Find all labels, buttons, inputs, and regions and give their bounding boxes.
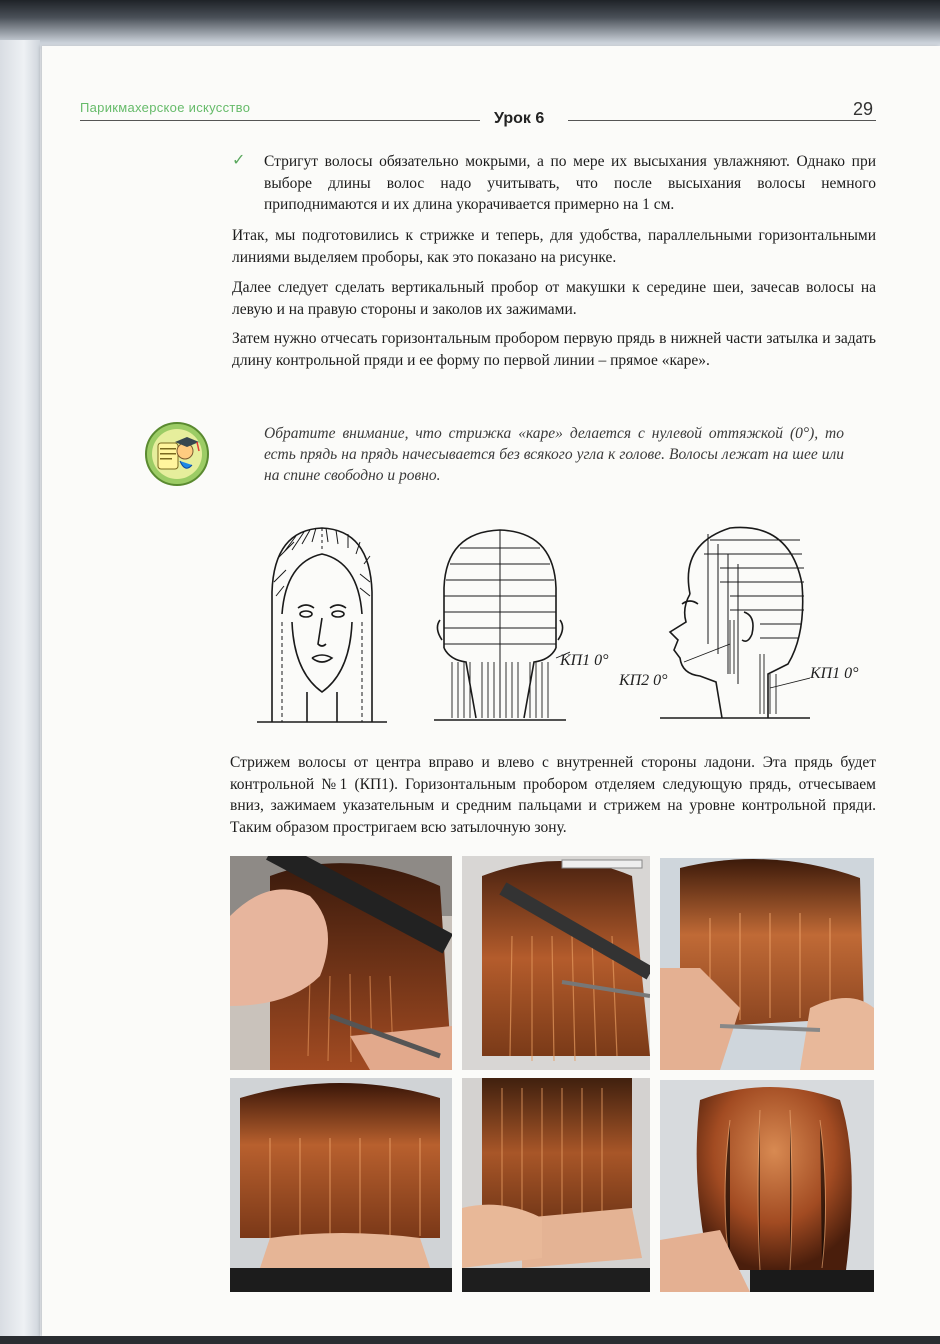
photo-step-2 [462, 856, 650, 1070]
paragraph-2: Итак, мы подготовились к стрижке и теперь, для удобства, параллельными горизонтальными линиями выделяем проборы, как это показано на рисунке. [232, 227, 876, 266]
header-rule-left [80, 120, 480, 121]
photo-step-3 [660, 858, 874, 1070]
checkmark-icon: ✓ [232, 150, 246, 169]
lesson-title: Урок 6 [494, 110, 545, 127]
photo-step-4 [230, 1078, 452, 1292]
paragraph-5: Стрижем волосы от центра вправо и влево с внутренней стороны ладони. Эта прядь будет контрольной №1 (КП1). Горизонтальным пробором отделяем следующую прядь, отчесываем вниз, зажимаем указательным и средним пальцами и стрижем на уровне контрольной пряди. Таким образом простригаем всю затылочную зону. [230, 754, 876, 836]
label-kp1-back: КП1 0° [560, 652, 609, 669]
label-kp1-side: КП1 0° [810, 665, 859, 682]
paragraph-3: Далее следует сделать вертикальный пробор от макушки к середине шеи, зачесав волосы на левую и на правую стороны и заколов их зажимами. [232, 279, 876, 318]
diagram-side-head [660, 524, 810, 720]
scanner-bottom-edge [0, 1336, 940, 1344]
header-rule-right [568, 120, 876, 121]
diagram-back-head [430, 528, 570, 728]
book-title: Парикмахерское искусство [80, 100, 251, 115]
note-text: Обратите внимание, что стрижка «каре» делается с нулевой оттяжкой (0°), то есть прядь на прядь начесывается без всякого угла к голове. Волосы лежат на шее или на спине свободно и ровно. [264, 425, 844, 484]
scanner-left-edge [0, 40, 40, 1344]
paragraph-4: Затем нужно отчесать горизонтальным пробором первую прядь в нижней части затылка и задать длину контрольной пряди и ее форму по первой линии – прямое «каре». [232, 330, 876, 369]
page-number: 29 [853, 99, 874, 119]
photo-step-5 [462, 1078, 650, 1292]
scanner-top-edge [0, 0, 940, 50]
label-kp2-side: КП2 0° [619, 672, 668, 689]
graduate-scroll-icon [144, 421, 210, 487]
paragraph-1: Стригут волосы обязательно мокрыми, а по мере их высыхания увлажняют. Однако при выборе длины волос надо учитывать, что после высыхания волосы немного приподнимаются и их длина укорачивается примерно на 1 см. [264, 153, 876, 213]
photo-step-6 [660, 1080, 874, 1292]
diagram-front-head [252, 522, 392, 728]
photo-step-1 [230, 856, 452, 1070]
